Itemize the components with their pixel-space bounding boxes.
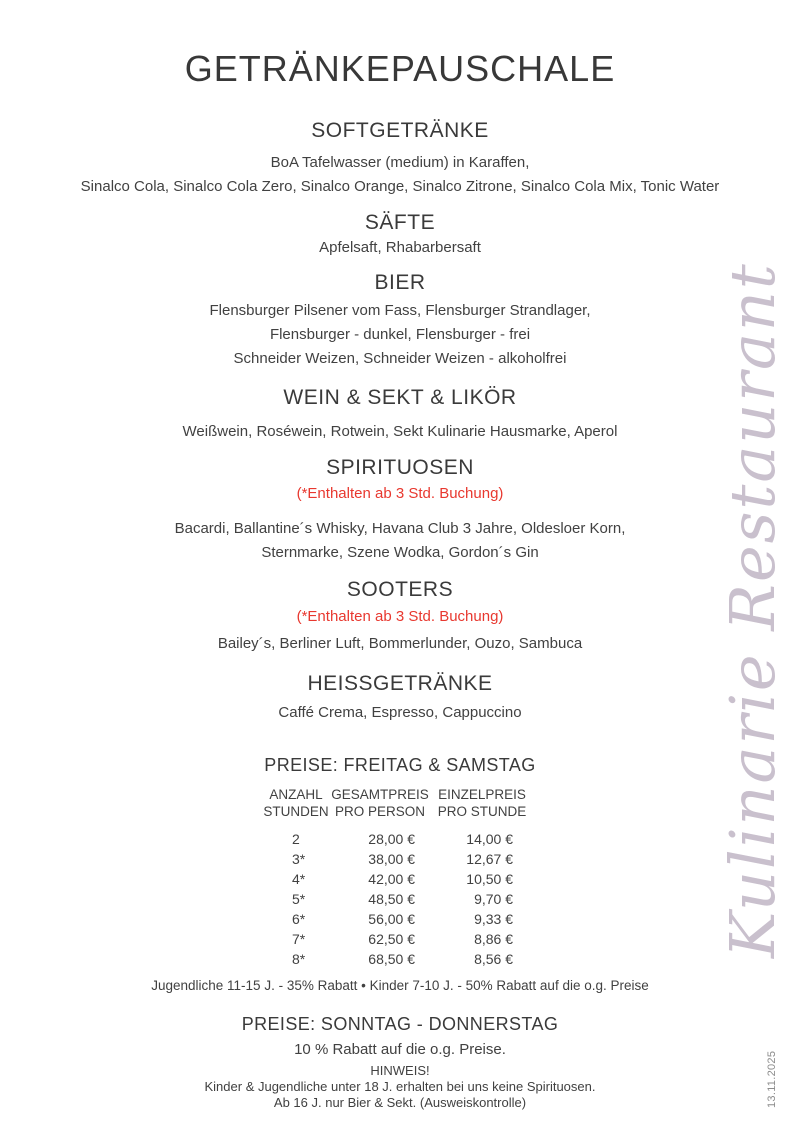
section-heading-spirituosen: SPIRITUOSEN: [326, 456, 474, 479]
discount-footnote: Jugendliche 11-15 J. - 35% Rabatt • Kinder 7-10 J. - 50% Rabatt auf die o.g. Preise: [151, 978, 649, 993]
menu-line: Caffé Crema, Espresso, Cappuccino: [278, 704, 522, 721]
price-table-heading: PREISE: FREITAG & SAMSTAG: [264, 755, 536, 775]
column-header-hours: ANZAHL STUNDEN: [263, 787, 329, 819]
section-heading-heissgetraenke: HEISSGETRÄNKE: [307, 672, 493, 695]
menu-line: Apfelsaft, Rhabarbersaft: [319, 239, 481, 256]
menu-line: Weißwein, Roséwein, Rotwein, Sekt Kulinarie Hausmarke, Aperol: [182, 423, 618, 440]
table-row: 7* 62,50 € 8,86 €: [292, 931, 513, 947]
menu-line: Schneider Weizen, Schneider Weizen - alkoholfrei: [233, 350, 567, 367]
menu-line: Bacardi, Ballantine´s Whisky, Havana Club 3 Jahre, Oldesloer Korn,: [174, 520, 626, 537]
section-heading-wein-sekt-likoer: WEIN & SEKT & LIKÖR: [283, 386, 517, 409]
sunday-prices-heading: PREISE: SONNTAG - DONNERSTAG: [241, 1014, 559, 1034]
section-heading-sooters: SOOTERS: [346, 578, 454, 601]
sooters-booking-note: (*Enthalten ab 3 Std. Buchung): [296, 608, 504, 625]
menu-line: Bailey´s, Berliner Luft, Bommerlunder, Ouzo, Sambuca: [217, 635, 583, 652]
table-row: 4* 42,00 € 10,50 €: [292, 871, 513, 887]
table-row: 8* 68,50 € 8,56 €: [292, 951, 513, 967]
table-row: 5* 48,50 € 9,70 €: [292, 891, 513, 907]
notice-line: Ab 16 J. nur Bier & Sekt. (Ausweiskontrolle): [273, 1095, 527, 1110]
price-table: [263, 786, 533, 969]
column-header-unit-price: EINZELPREIS PRO STUNDE: [437, 787, 527, 819]
column-header-total-price: GESAMTPREIS PRO PERSON: [331, 787, 429, 819]
price-table-body: [263, 829, 533, 969]
menu-line: Flensburger Pilsener vom Fass, Flensburger Strandlager,: [209, 302, 591, 319]
section-heading-saefte: SÄFTE: [364, 211, 436, 234]
spirituosen-booking-note: (*Enthalten ab 3 Std. Buchung): [296, 485, 504, 502]
notice-title: HINWEIS!: [370, 1063, 430, 1078]
table-row: 2 28,00 € 14,00 €: [292, 831, 513, 847]
section-heading-bier: BIER: [374, 271, 426, 294]
restaurant-script-watermark: Kulinarie Restaurant: [716, 262, 789, 958]
menu-line: Flensburger - dunkel, Flensburger - frei: [269, 326, 531, 343]
table-row: 3* 38,00 € 12,67 €: [292, 851, 513, 867]
document-date: 13.11.2025: [766, 1050, 778, 1108]
menu-line: BoA Tafelwasser (medium) in Karaffen,: [270, 154, 530, 171]
notice-line: Kinder & Jugendliche unter 18 J. erhalten bei uns keine Spirituosen.: [204, 1079, 596, 1094]
price-table-header: [263, 786, 533, 820]
sunday-discount-line: 10 % Rabatt auf die o.g. Preise.: [294, 1041, 506, 1058]
page-title: GETRÄNKEPAUSCHALE: [184, 48, 616, 89]
section-heading-softgetraenke: SOFTGETRÄNKE: [311, 119, 489, 142]
table-row: 6* 56,00 € 9,33 €: [292, 911, 513, 927]
menu-line: Sinalco Cola, Sinalco Cola Zero, Sinalco Orange, Sinalco Zitrone, Sinalco Cola Mix, Tonic Water: [80, 178, 720, 195]
menu-line: Sternmarke, Szene Wodka, Gordon´s Gin: [261, 544, 539, 561]
